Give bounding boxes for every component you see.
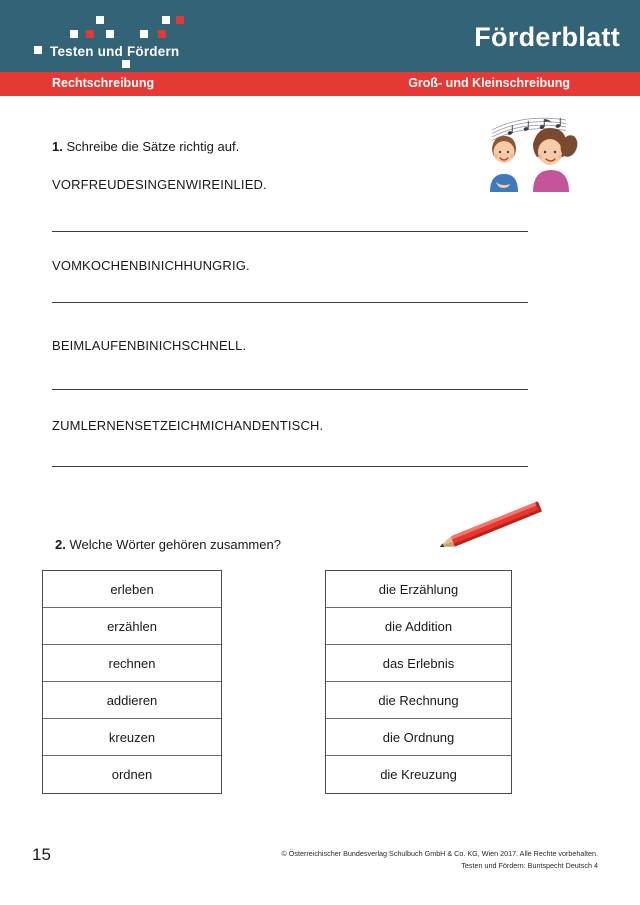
- logo-block: [24, 8, 224, 70]
- word-cell[interactable]: die Ordnung: [326, 719, 511, 756]
- logo-square-icon: [140, 30, 148, 38]
- logo-square-icon: [70, 30, 78, 38]
- subject-bar: [0, 72, 640, 96]
- word-cell[interactable]: kreuzen: [43, 719, 221, 756]
- answer-line-4[interactable]: [52, 466, 528, 467]
- copyright-line-2: Testen und Fördern: Buntspecht Deutsch 4: [461, 861, 598, 870]
- task-2-heading: [55, 537, 281, 552]
- word-cell[interactable]: das Erlebnis: [326, 645, 511, 682]
- copyright-line-1: © Österreichischer Bundesverlag Schulbuch GmbH & Co. KG, Wien 2017. Alle Rechte vorbehalten.: [281, 849, 598, 858]
- answer-line-1[interactable]: [52, 231, 528, 232]
- red-pencil-icon: [424, 496, 556, 558]
- word-cell[interactable]: ordnen: [111, 767, 153, 782]
- task-1-sentence-2: VOMKOCHENBINICHHUNGRIG.: [52, 258, 250, 273]
- task-1-heading: [52, 139, 239, 154]
- logo-square-red-icon: [86, 30, 94, 38]
- footer-copyright: [281, 848, 598, 872]
- word-cell[interactable]: die Erzählung: [326, 571, 511, 608]
- logo-wordmark: Testen und Fördern: [50, 44, 180, 59]
- page-number: 15: [32, 845, 51, 864]
- logo-square-icon: [162, 16, 170, 24]
- word-cell[interactable]: die Kreuzung: [380, 767, 457, 782]
- task-1-sentence-4: ZUMLERNENSETZEICHMICHANDENTISCH.: [52, 418, 324, 433]
- answer-line-3[interactable]: [52, 389, 528, 390]
- word-cell[interactable]: erleben: [43, 571, 221, 608]
- logo-square-red-icon: [176, 16, 184, 24]
- task-1-sentence-1: VORFREUDESINGENWIREINLIED.: [52, 177, 267, 192]
- logo-square-icon: [34, 46, 42, 54]
- word-cell[interactable]: rechnen: [43, 645, 221, 682]
- task-1-sentence-3: BEIMLAUFENBINICHSCHNELL.: [52, 338, 247, 353]
- answer-line-2[interactable]: [52, 302, 528, 303]
- task-2-instruction: Welche Wörter gehören zusammen?: [69, 537, 281, 552]
- logo-square-icon: [122, 60, 130, 68]
- logo-square-red-icon: [158, 30, 166, 38]
- word-table-left: [42, 570, 222, 794]
- word-table-right: [325, 570, 512, 794]
- subject-label: Rechtschreibung: [52, 76, 155, 90]
- word-cell[interactable]: erzählen: [43, 608, 221, 645]
- page-title: Förderblatt: [474, 22, 620, 52]
- logo-square-icon: [96, 16, 104, 24]
- word-cell[interactable]: addieren: [43, 682, 221, 719]
- task-2-number: 2.: [55, 537, 70, 552]
- task-1-number: 1.: [52, 139, 67, 154]
- header-band: [0, 0, 640, 72]
- word-cell[interactable]: die Addition: [326, 608, 511, 645]
- topic-label: Groß- und Kleinschreibung: [408, 76, 570, 90]
- word-cell[interactable]: die Rechnung: [326, 682, 511, 719]
- children-singing-icon: [470, 110, 596, 192]
- logo-square-icon: [106, 30, 114, 38]
- task-1-instruction: Schreibe die Sätze richtig auf.: [66, 139, 240, 154]
